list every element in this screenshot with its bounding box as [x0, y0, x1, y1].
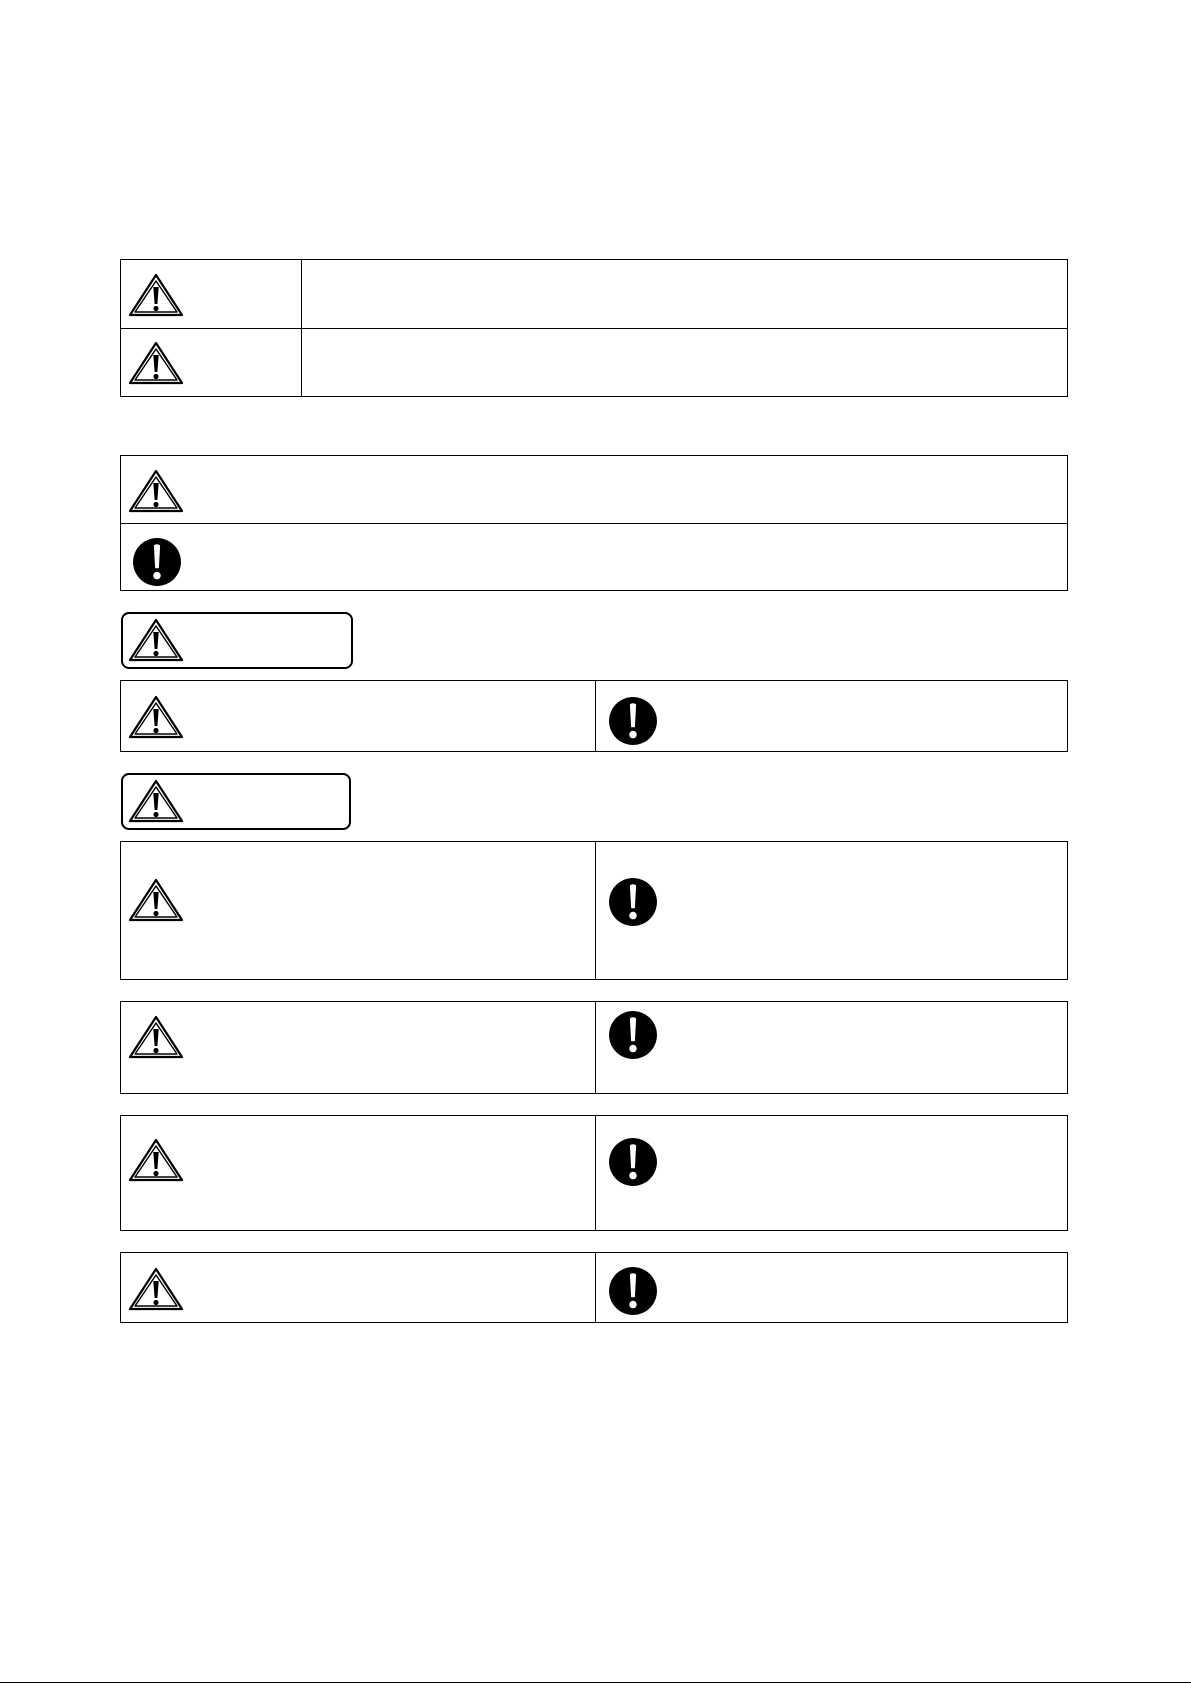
page-bottom-rule — [0, 1682, 1191, 1683]
mandatory-action-icon — [608, 696, 658, 746]
mandatory-action-icon — [608, 1137, 658, 1187]
precaution-table-divider — [595, 841, 596, 980]
mandatory-action-icon — [132, 537, 182, 587]
signal-word-table-row-rule — [120, 328, 1068, 329]
precaution-table — [120, 1252, 1068, 1323]
symbol-legend-row-rule — [120, 523, 1068, 524]
precaution-table — [120, 1115, 1068, 1231]
warning-triangle-icon — [128, 695, 184, 739]
mandatory-action-icon — [608, 877, 658, 927]
warning-triangle-icon — [128, 1015, 184, 1059]
precaution-table — [120, 1001, 1068, 1094]
warning-triangle-icon — [128, 341, 184, 385]
warning-triangle-icon — [128, 878, 184, 922]
precaution-table-divider — [595, 680, 596, 752]
warning-triangle-icon — [128, 469, 184, 513]
warning-triangle-icon — [128, 1138, 184, 1182]
warning-triangle-icon — [128, 1267, 184, 1311]
precaution-table-divider — [595, 1115, 596, 1231]
precaution-table — [120, 841, 1068, 980]
precaution-table — [120, 680, 1068, 752]
mandatory-action-icon — [608, 1010, 658, 1060]
mandatory-action-icon — [608, 1266, 658, 1316]
warning-triangle-icon — [128, 779, 184, 823]
warning-triangle-icon — [128, 618, 184, 662]
precaution-table-divider — [595, 1252, 596, 1323]
precaution-table-divider — [595, 1001, 596, 1094]
warning-triangle-icon — [128, 273, 184, 317]
